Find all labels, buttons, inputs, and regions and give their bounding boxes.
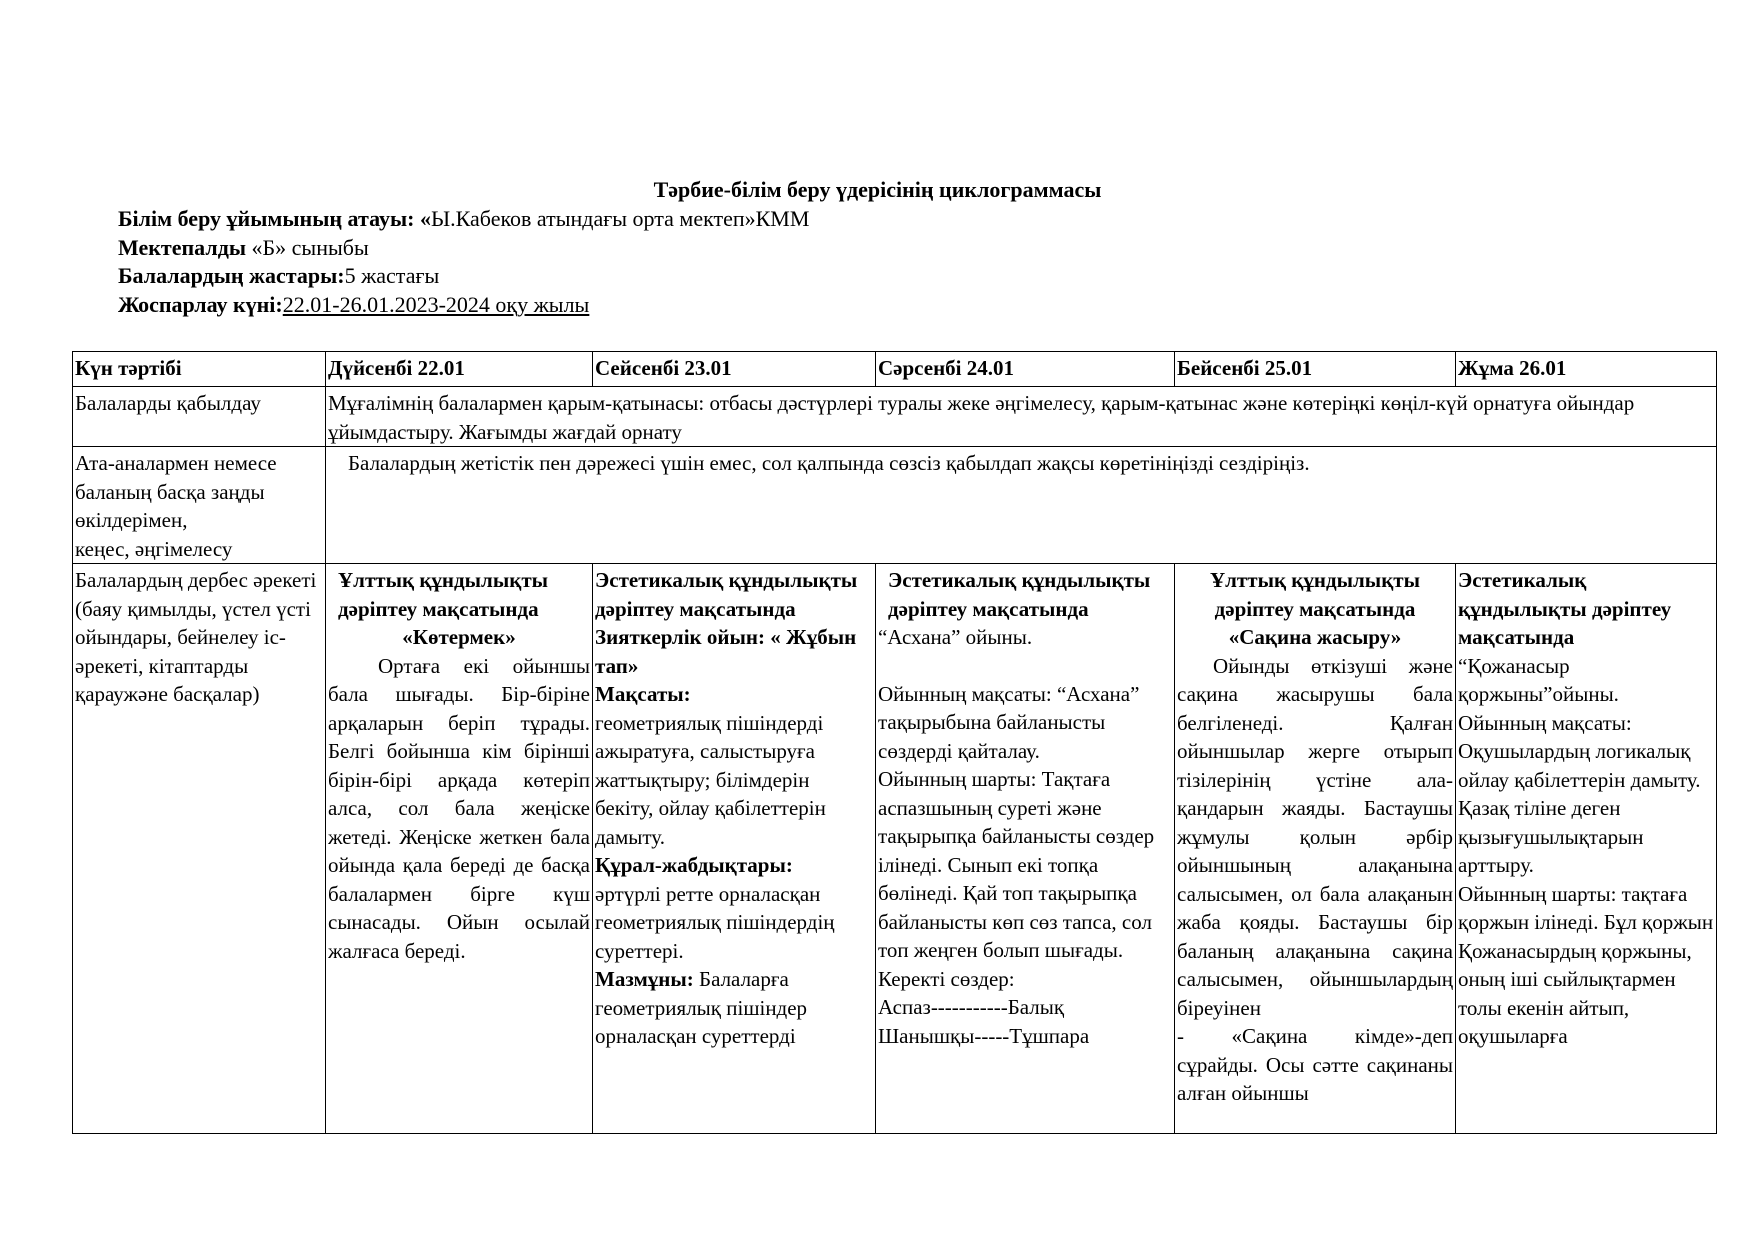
tuesday-goal-label: Мақсаты:	[595, 682, 691, 706]
age-row	[118, 262, 809, 291]
org-row	[118, 205, 809, 234]
friday-game-title: “Қожанасыр қоржыны”ойыны.	[1458, 653, 1619, 706]
group-row	[118, 234, 809, 263]
table-row	[73, 564, 1717, 1134]
wednesday-goal: Ойынның мақсаты: “Асхана” тақырыбына байланысты сөздерді қайталау.	[878, 681, 1140, 763]
header-cell: Сейсенбі 23.01	[593, 352, 876, 387]
label-line: кеңес, әңгімелесу	[75, 536, 233, 561]
row-label	[73, 447, 326, 564]
date-label: Жоспарлау күні:	[118, 291, 283, 317]
monday-heading: Ұлттық құндылықты дәріптеу мақсатында	[338, 568, 549, 621]
wednesday-cell	[876, 564, 1175, 1134]
schedule-table	[72, 351, 1717, 1134]
row-content: Балалардың жетістік пен дәрежесі үшін емес, сол қалпында сөзсіз қабылдап жақсы көретініңізді сездіріңіз.	[326, 447, 1717, 564]
thursday-heading: Ұлттық құндылықты дәріптеу мақсатында	[1209, 568, 1421, 621]
table-row	[73, 447, 1717, 564]
header-cell: Сәрсенбі 24.01	[876, 352, 1175, 387]
age-value: 5 жастағы	[344, 263, 440, 288]
document-title: Тәрбие-білім беру үдерісінің циклограммасы	[653, 177, 1102, 202]
org-value: Ы.Кабеков атындағы орта мектеп»КММ	[430, 206, 810, 231]
monday-text: Ортаға екі ойыншы бала шығады. Бір-біріне арқаларын беріп тұрады. Белгі бойынша кім бірінші бірін-бірі арқада көтеріп алса, сол бала жеңіске жетеді. Жеңіске жеткен бала ойында қала береді де басқа балалармен бірге күш сынасады. Ойын осылай жалғаса береді.	[328, 653, 590, 963]
age-label: Балалардың жастары:	[118, 263, 345, 288]
label-line: өкілдерімен,	[75, 508, 188, 532]
wednesday-rules: Ойынның шарты: Тақтаға аспазшының суреті және тақырыпқа байланысты сөздер ілінеді. Сынып екі топқа бөлінеді. Қай топ тақырыпқа байланысты көп сөз тапса, сол топ жеңген болып шығады.	[878, 767, 1155, 962]
activity-label: Балалардың дербес әрекеті (баяу қимылды, үстел үсті ойындары, бейнелеу іс- әрекеті, кітаптарды қараужәне басқалар)	[75, 568, 317, 706]
friday-goal: Ойынның мақсаты: Оқушылардың логикалық ойлау қабілеттерін дамыту. Қазақ тіліне деген қызығушылықтарын арттыру.	[1458, 710, 1701, 877]
group-value: «Б» сыныбы	[251, 234, 369, 260]
tuesday-cell	[593, 564, 876, 1134]
tuesday-content	[595, 965, 873, 1051]
friday-heading: Эстетикалық құндылықты дәріптеу мақсатында	[1458, 568, 1672, 649]
label-line: баланың басқа заңды	[75, 479, 265, 504]
table-header-row	[73, 352, 1717, 387]
table-row	[73, 387, 1717, 447]
monday-cell	[326, 564, 593, 1134]
tuesday-game-title: Зияткерлік ойын: « Жұбын тап»	[595, 625, 857, 678]
tuesday-tools-label: Құрал-жабдықтары:	[595, 853, 793, 877]
header-cell: Жұма 26.01	[1456, 352, 1717, 387]
document-meta	[118, 205, 809, 319]
row-label: Балаларды қабылдау	[73, 387, 326, 447]
thursday-cell	[1175, 564, 1456, 1134]
label-line: Ата-аналармен немесе	[75, 451, 277, 475]
wednesday-words-label: Керекті сөздер:	[878, 966, 1015, 991]
thursday-text: Ойынды өткізуші және сақина жасырушы бала белгіленеді. Қалған ойыншылар жерге отырып тізілерінің үстіне ала-қандарын жаяды. Бастаушы жұмулы қолын әрбір ойыншының алақанына салысымен, ол бала алақанын жаба қояды. Бастаушы бір баланың алақанына сақина салысымен, ойыншылардың біреуінен	[1177, 653, 1453, 1020]
header-cell: Бейсенбі 25.01	[1175, 352, 1456, 387]
date-row	[118, 291, 809, 320]
org-label: Білім беру ұйымының атауы: «	[118, 206, 431, 231]
wednesday-word: Шанышқы-----Тұшпара	[878, 1023, 1090, 1048]
tuesday-goal: геометриялық пішіндерді ажыратуға, салыстыруға жаттықтыру; білімдерін бекіту, ойлау қабілеттерін дамыту.	[595, 710, 826, 849]
thursday-game-title: «Сақина жасыру»	[1228, 625, 1402, 649]
row-label	[73, 564, 326, 1134]
header-cell: Дүйсенбі 22.01	[326, 352, 593, 387]
thursday-text-cont: - «Сақина кімде»-деп сұрайды. Осы сәтте сақинаны алған ойыншы	[1177, 1024, 1453, 1105]
row-content: Мұғалімнің балалармен қарым-қатынасы: отбасы дәстүрлері туралы жеке әңгімелесу, қарым-қатынас және көтеріңкі көңіл-күй орнатуға ойындар ұйымдастыру. Жағымды жағдай орнату	[326, 387, 1717, 447]
wednesday-heading: Эстетикалық құндылықты дәріптеу мақсатында	[888, 568, 1151, 621]
monday-game-title: «Көтермек»	[402, 625, 516, 649]
wednesday-game-title: “Асхана” ойыны.	[878, 625, 1033, 649]
group-label: Мектепалды	[118, 234, 252, 260]
tuesday-content-text: Балаларға геометриялық пішіндер орналасқан суреттерді	[595, 967, 808, 1048]
tuesday-tools: әртүрлі ретте орналасқан геометриялық пішіндердің суреттері.	[595, 881, 835, 963]
tuesday-heading: Эстетикалық құндылықты дәріптеу мақсатында	[595, 568, 858, 621]
friday-cell	[1456, 564, 1717, 1134]
friday-rules: Ойынның шарты: тақтаға қоржын ілінеді. Бұл қоржын Қожанасырдың қоржыны, оның іші сыйлықтармен толы екенін айтып, оқушыларға	[1458, 881, 1714, 1048]
wednesday-word: Аспаз-----------Балық	[878, 995, 1065, 1019]
date-value: 22.01-26.01.2023-2024 оқу жылы	[282, 291, 590, 317]
tuesday-content-label: Мазмұны:	[595, 967, 694, 991]
header-cell: Күн тәртібі	[73, 352, 326, 387]
